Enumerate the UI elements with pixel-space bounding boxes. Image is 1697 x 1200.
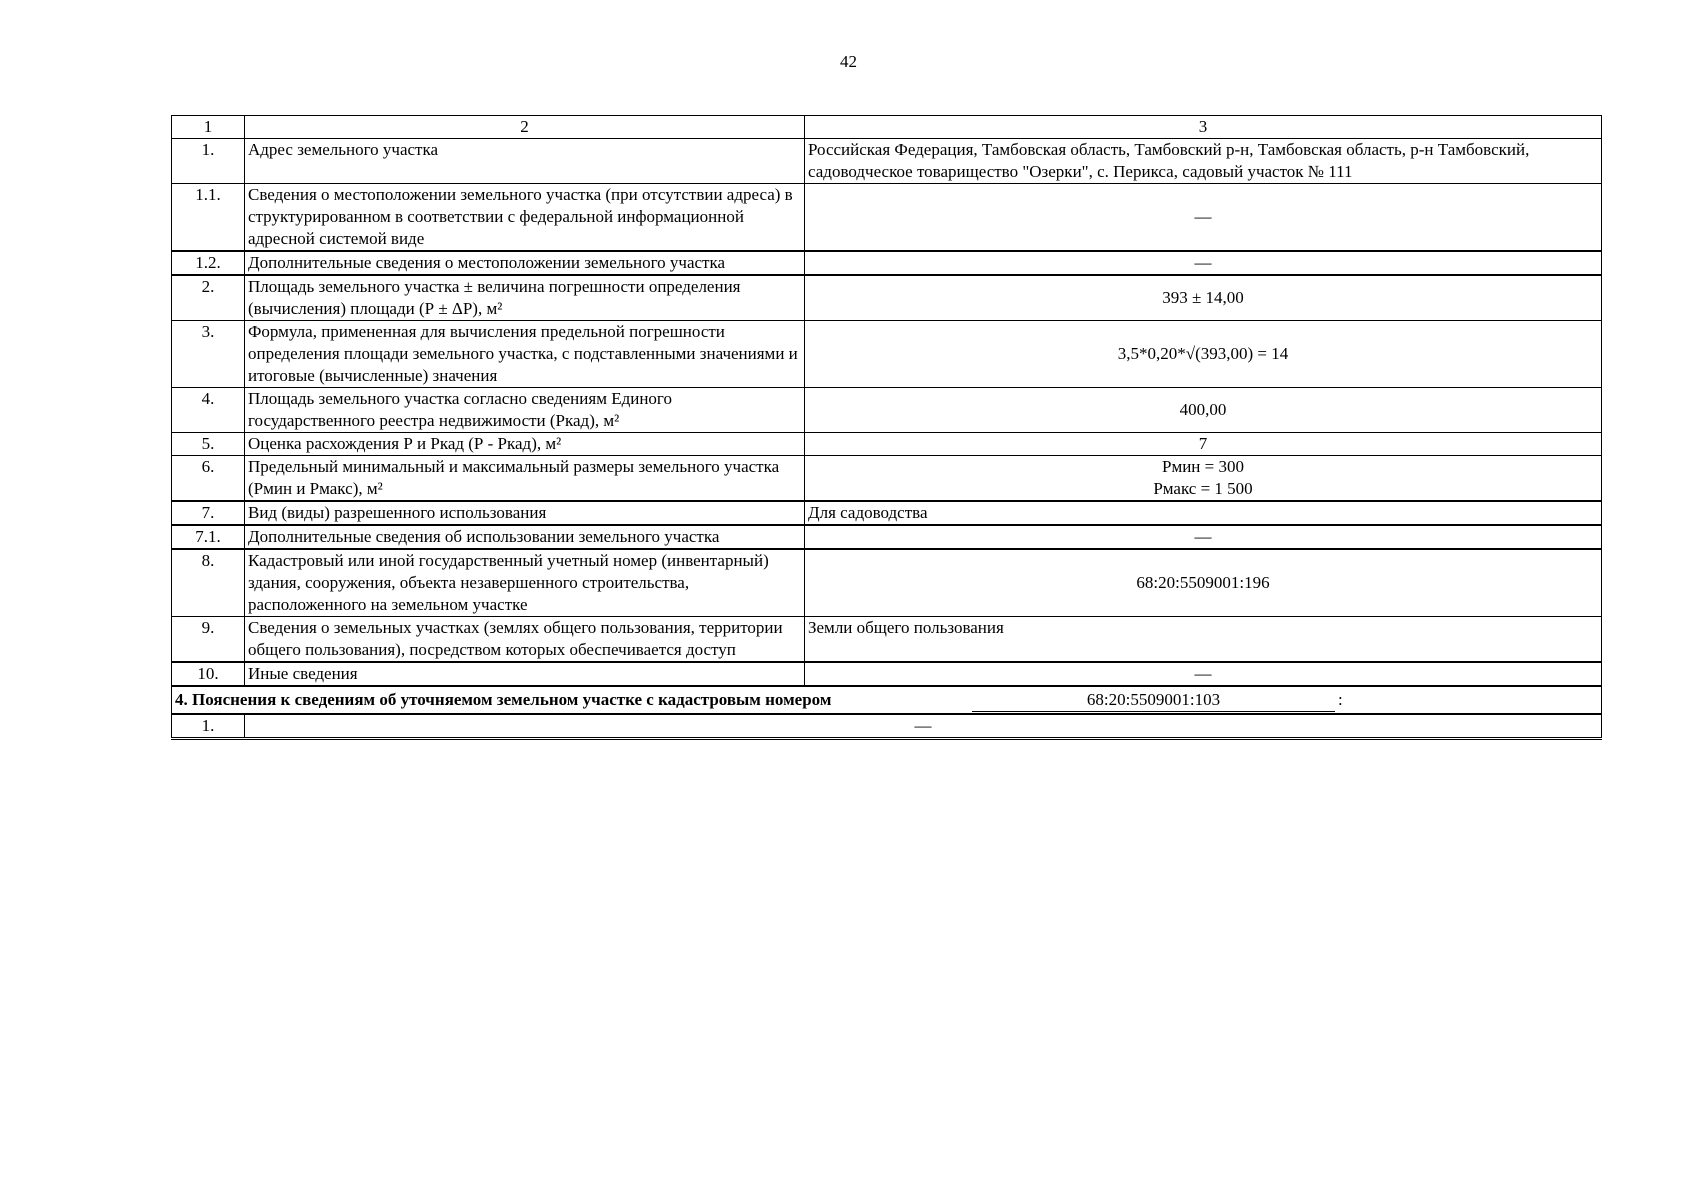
- row-value: —: [805, 662, 1602, 686]
- section-4-header-row: [172, 686, 1602, 714]
- row-label: Площадь земельного участка согласно сведениям Единого государственного реестра недвижимости (Ркад), м²: [245, 388, 805, 433]
- column-header-2: 2: [245, 116, 805, 139]
- row-value: —: [805, 525, 1602, 549]
- page-number: 42: [840, 52, 857, 71]
- row-value: —: [805, 184, 1602, 252]
- min-area-value: Рмин = 300: [1162, 457, 1244, 476]
- row-label: Площадь земельного участка ± величина погрешности определения (вычисления) площади (Р ± ΔР), м²: [245, 275, 805, 321]
- row-number: 1.: [172, 714, 245, 739]
- column-header-3: 3: [805, 116, 1602, 139]
- table-row: [172, 662, 1602, 686]
- table-row: [172, 714, 1602, 739]
- row-label: Формула, примененная для вычисления предельной погрешности определения площади земельного участка, с подставленными значениями и итоговые (вычисленные) значения: [245, 321, 805, 388]
- row-label: Предельный минимальный и максимальный размеры земельного участка (Рмин и Рмакс), м²: [245, 456, 805, 502]
- table-row: [172, 501, 1602, 525]
- row-value: Российская Федерация, Тамбовская область, Тамбовский р-н, Тамбовская область, р-н Тамбовский, садоводческое товарищество "Озерки", с. Перикса, садовый участок № 111: [805, 139, 1602, 184]
- table-row: [172, 251, 1602, 275]
- row-number: 7.: [172, 501, 245, 525]
- row-number: 5.: [172, 433, 245, 456]
- section-4-colon: :: [1338, 690, 1343, 709]
- row-number: 7.1.: [172, 525, 245, 549]
- row-number: 6.: [172, 456, 245, 502]
- row-label: Иные сведения: [245, 662, 805, 686]
- table-row: [172, 525, 1602, 549]
- row-number: 9.: [172, 617, 245, 663]
- row-value: Земли общего пользования: [805, 617, 1602, 663]
- table-row: [172, 139, 1602, 184]
- row-number: 1.: [172, 139, 245, 184]
- row-number: 10.: [172, 662, 245, 686]
- row-label: Сведения о земельных участках (землях общего пользования, территории общего пользования), посредством которых обеспечивается доступ: [245, 617, 805, 663]
- row-value: —: [805, 251, 1602, 275]
- land-plot-info-table: [171, 115, 1602, 740]
- row-value: 68:20:5509001:196: [805, 549, 1602, 617]
- row-value: [805, 456, 1602, 502]
- table-row: [172, 549, 1602, 617]
- row-value: 7: [805, 433, 1602, 456]
- row-label: Адрес земельного участка: [245, 139, 805, 184]
- row-value: —: [245, 714, 1602, 739]
- section-4-header: [172, 686, 1602, 714]
- row-value: 3,5*0,20*√(393,00) = 14: [805, 321, 1602, 388]
- row-number: 3.: [172, 321, 245, 388]
- row-number: 1.1.: [172, 184, 245, 252]
- table-row: [172, 275, 1602, 321]
- row-value: 400,00: [805, 388, 1602, 433]
- section-4-cadastral-number: 68:20:5509001:103: [972, 689, 1335, 712]
- table-row: [172, 184, 1602, 252]
- row-label: Кадастровый или иной государственный учетный номер (инвентарный) здания, сооружения, объекта незавершенного строительства, расположенного на земельном участке: [245, 549, 805, 617]
- row-value: 393 ± 14,00: [805, 275, 1602, 321]
- table-row: [172, 388, 1602, 433]
- table-row: [172, 617, 1602, 663]
- row-label: Дополнительные сведения об использовании земельного участка: [245, 525, 805, 549]
- row-label: Сведения о местоположении земельного участка (при отсутствии адреса) в структурированном в соответствии с федеральной информационной адресной системой виде: [245, 184, 805, 252]
- row-number: 4.: [172, 388, 245, 433]
- table-row: [172, 433, 1602, 456]
- table-row: [172, 321, 1602, 388]
- row-number: 2.: [172, 275, 245, 321]
- row-label: Дополнительные сведения о местоположении земельного участка: [245, 251, 805, 275]
- column-header-1: 1: [172, 116, 245, 139]
- row-value: Для садоводства: [805, 501, 1602, 525]
- row-label: Оценка расхождения Р и Ркад (Р - Ркад), м²: [245, 433, 805, 456]
- section-4-title: 4. Пояснения к сведениям об уточняемом земельном участке с кадастровым номером: [175, 690, 832, 709]
- row-number: 1.2.: [172, 251, 245, 275]
- row-number: 8.: [172, 549, 245, 617]
- row-label: Вид (виды) разрешенного использования: [245, 501, 805, 525]
- max-area-value: Рмакс = 1 500: [1153, 479, 1253, 498]
- table-header-row: [172, 116, 1602, 139]
- table-row: [172, 456, 1602, 502]
